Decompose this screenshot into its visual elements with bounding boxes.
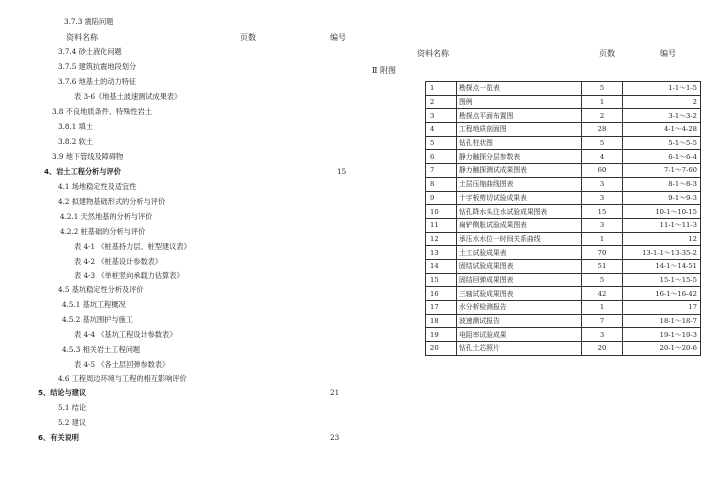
appendix-cell-name: 十字板剪切试验成果表 bbox=[457, 191, 582, 205]
appendix-cell-code: 3-1～3-2 bbox=[623, 109, 701, 123]
appendix-row bbox=[426, 314, 701, 328]
appendix-cell-code: 2 bbox=[623, 95, 701, 109]
appendix-cell-code: 16-1～16-42 bbox=[623, 287, 701, 301]
appendix-cell-pages: 3 bbox=[582, 218, 623, 232]
left-header-pages: 页数 bbox=[240, 33, 256, 42]
appendix-row bbox=[426, 123, 701, 137]
toc-entry: 表 4-4 《基坑工程设计参数表》 bbox=[74, 330, 177, 339]
appendix-cell-pages: 7 bbox=[582, 314, 623, 328]
appendix-cell-no: 13 bbox=[426, 246, 457, 260]
appendix-cell-code: 10-1～10-15 bbox=[623, 205, 701, 219]
appendix-cell-no: 10 bbox=[426, 205, 457, 219]
appendix-cell-no: 9 bbox=[426, 191, 457, 205]
appendix-cell-pages: 3 bbox=[582, 191, 623, 205]
toc-entry: 4.5.2 基坑围护与施工 bbox=[62, 315, 133, 324]
toc-entry: 3.7.4 砂土液化问题 bbox=[58, 47, 122, 56]
appendix-cell-pages: 5 bbox=[582, 82, 623, 96]
toc-entry: 表 4-1 《桩基持力层、桩型建议表》 bbox=[74, 242, 191, 251]
appendix-row bbox=[426, 136, 701, 150]
appendix-cell-pages: 28 bbox=[582, 123, 623, 137]
appendix-cell-pages: 20 bbox=[582, 342, 623, 356]
appendix-cell-pages: 1 bbox=[582, 232, 623, 246]
appendix-cell-pages: 60 bbox=[582, 164, 623, 178]
appendix-cell-code: 1-1～1-5 bbox=[623, 82, 701, 96]
appendix-cell-no: 11 bbox=[426, 218, 457, 232]
right-header-code: 编号 bbox=[660, 49, 676, 58]
appendix-cell-no: 5 bbox=[426, 136, 457, 150]
appendix-row bbox=[426, 342, 701, 356]
toc-entry: 3.7.5 建筑抗震地段划分 bbox=[58, 62, 137, 71]
appendix-cell-name: 静力触探测试成果图表 bbox=[457, 164, 582, 178]
appendix-cell-name: 水分析检测报告 bbox=[457, 301, 582, 315]
appendix-cell-no: 14 bbox=[426, 259, 457, 273]
toc-entry: 4.5.1 基坑工程概况 bbox=[62, 300, 126, 309]
appendix-cell-no: 17 bbox=[426, 301, 457, 315]
appendix-cell-name: 固结试验成果图表 bbox=[457, 259, 582, 273]
appendix-cell-name: 电阻率试验成果 bbox=[457, 328, 582, 342]
appendix-cell-name: 钻孔柱状图 bbox=[457, 136, 582, 150]
toc-entry: 表 3-6《地基土波速测试成果表》 bbox=[74, 92, 182, 101]
toc-entry: 5.1 结论 bbox=[58, 403, 87, 412]
appendix-row bbox=[426, 109, 701, 123]
appendix-cell-pages: 42 bbox=[582, 287, 623, 301]
appendix-row bbox=[426, 95, 701, 109]
appendix-cell-pages: 70 bbox=[582, 246, 623, 260]
appendix-cell-no: 12 bbox=[426, 232, 457, 246]
toc-entry: 3.8.2 软土 bbox=[58, 137, 93, 146]
appendix-cell-pages: 51 bbox=[582, 259, 623, 273]
appendix-cell-code: 6-1～6-4 bbox=[623, 150, 701, 164]
appendix-cell-pages: 5 bbox=[582, 136, 623, 150]
toc-entry: 3.8.1 填土 bbox=[58, 122, 93, 131]
right-header-pages: 页数 bbox=[599, 49, 615, 58]
appendix-row bbox=[426, 150, 701, 164]
left-header-name: 资料名称 bbox=[66, 33, 98, 42]
appendix-cell-code: 18-1～18-7 bbox=[623, 314, 701, 328]
appendix-cell-name: 钻孔降水头注水试验成果图表 bbox=[457, 205, 582, 219]
appendix-cell-code: 5-1～5-5 bbox=[623, 136, 701, 150]
toc-entry: 5.2 建议 bbox=[58, 418, 87, 427]
toc-page-number: 23 bbox=[330, 433, 340, 442]
appendix-cell-code: 20-1～20-6 bbox=[623, 342, 701, 356]
appendix-row bbox=[426, 328, 701, 342]
toc-entry: 3.8 不良地质条件、特殊性岩土 bbox=[52, 107, 152, 116]
left-header-code: 编号 bbox=[330, 33, 346, 42]
right-header-name: 资料名称 bbox=[417, 49, 449, 58]
appendix-cell-code: 14-1～14-51 bbox=[623, 259, 701, 273]
appendix-cell-no: 16 bbox=[426, 287, 457, 301]
appendix-row bbox=[426, 273, 701, 287]
appendix-cell-pages: 4 bbox=[582, 150, 623, 164]
toc-entry: 3.7.6 地基土的动力特征 bbox=[58, 77, 137, 86]
appendix-cell-code: 9-1～9-3 bbox=[623, 191, 701, 205]
appendix-cell-name: 土层压缩曲线图表 bbox=[457, 177, 582, 191]
appendix-row bbox=[426, 259, 701, 273]
toc-entry: 表 4-2 《桩基设计参数表》 bbox=[74, 257, 163, 266]
appendix-cell-name: 静力触探分层参数表 bbox=[457, 150, 582, 164]
appendix-cell-code: 13-1-1～13-35-2 bbox=[623, 246, 701, 260]
appendix-row bbox=[426, 232, 701, 246]
appendix-cell-name: 勘探点一览表 bbox=[457, 82, 582, 96]
appendix-cell-name: 钻孔土芯照片 bbox=[457, 342, 582, 356]
appendix-row bbox=[426, 82, 701, 96]
appendix-row bbox=[426, 218, 701, 232]
appendix-row bbox=[426, 164, 701, 178]
toc-entry: 4.2.1 天然地基的分析与评价 bbox=[60, 212, 153, 221]
toc-entry: 4、岩土工程分析与评价 bbox=[44, 167, 121, 176]
appendix-cell-pages: 15 bbox=[582, 205, 623, 219]
appendix-row bbox=[426, 246, 701, 260]
appendix-cell-code: 17 bbox=[623, 301, 701, 315]
appendix-cell-no: 1 bbox=[426, 82, 457, 96]
appendix-cell-no: 20 bbox=[426, 342, 457, 356]
appendix-cell-pages: 3 bbox=[582, 177, 623, 191]
appendix-cell-no: 4 bbox=[426, 123, 457, 137]
appendix-cell-code: 11-1～11-3 bbox=[623, 218, 701, 232]
appendix-cell-code: 8-1～8-3 bbox=[623, 177, 701, 191]
appendix-cell-name: 波速测试报告 bbox=[457, 314, 582, 328]
toc-entry: 4.6 工程周边环境与工程的相互影响评价 bbox=[58, 374, 187, 383]
toc-entry: 6、有关说明 bbox=[38, 433, 79, 442]
appendix-cell-name: 图例 bbox=[457, 95, 582, 109]
appendix-table bbox=[425, 81, 701, 356]
appendix-cell-code: 4-1～4-28 bbox=[623, 123, 701, 137]
toc-entry: 4.2 拟建物基础形式的分析与评价 bbox=[58, 197, 166, 206]
toc-entry: 表 4-5 《各土层回弹参数表》 bbox=[74, 360, 170, 369]
appendix-cell-pages: 1 bbox=[582, 95, 623, 109]
appendix-cell-code: 19-1～19-3 bbox=[623, 328, 701, 342]
appendix-cell-name: 扁铲侧胀试验成果图表 bbox=[457, 218, 582, 232]
toc-entry: 4.5.3 相关岩土工程问题 bbox=[62, 345, 141, 354]
appendix-title: Ⅱ 附图 bbox=[372, 66, 396, 75]
toc-entry: 4.2.2 桩基础的分析与评价 bbox=[60, 227, 146, 236]
appendix-cell-no: 3 bbox=[426, 109, 457, 123]
appendix-cell-pages: 5 bbox=[582, 273, 623, 287]
toc-page-number: 21 bbox=[330, 388, 340, 397]
toc-entry: 4.5 基坑稳定性分析及评价 bbox=[58, 285, 144, 294]
appendix-cell-no: 6 bbox=[426, 150, 457, 164]
appendix-cell-name: 工程地质剖面图 bbox=[457, 123, 582, 137]
appendix-cell-name: 勘探点平面布置图 bbox=[457, 109, 582, 123]
appendix-cell-no: 19 bbox=[426, 328, 457, 342]
appendix-cell-code: 12 bbox=[623, 232, 701, 246]
toc-page-number: 15 bbox=[337, 167, 347, 176]
toc-entry: 5、结论与建议 bbox=[38, 388, 87, 397]
appendix-cell-name: 承压水水位一时间关系曲线 bbox=[457, 232, 582, 246]
appendix-cell-no: 7 bbox=[426, 164, 457, 178]
appendix-row bbox=[426, 287, 701, 301]
appendix-row bbox=[426, 177, 701, 191]
toc-entry: 4.1 场地稳定性及适宜性 bbox=[58, 182, 137, 191]
appendix-cell-code: 15-1～15-5 bbox=[623, 273, 701, 287]
appendix-row bbox=[426, 205, 701, 219]
toc-entry: 3.9 地下管线及障碍物 bbox=[52, 152, 124, 161]
appendix-cell-no: 2 bbox=[426, 95, 457, 109]
appendix-cell-name: 固结回弹成果图表 bbox=[457, 273, 582, 287]
appendix-cell-pages: 2 bbox=[582, 109, 623, 123]
appendix-cell-name: 土工试验成果表 bbox=[457, 246, 582, 260]
appendix-cell-no: 8 bbox=[426, 177, 457, 191]
appendix-row bbox=[426, 301, 701, 315]
appendix-row bbox=[426, 191, 701, 205]
appendix-cell-pages: 3 bbox=[582, 328, 623, 342]
appendix-cell-pages: 1 bbox=[582, 301, 623, 315]
toc-entry: 表 4-3 《单桩竖向承载力估算表》 bbox=[74, 271, 184, 280]
appendix-cell-name: 三轴试验成果图表 bbox=[457, 287, 582, 301]
appendix-cell-no: 15 bbox=[426, 273, 457, 287]
appendix-cell-code: 7-1～7-60 bbox=[623, 164, 701, 178]
appendix-cell-no: 18 bbox=[426, 314, 457, 328]
toc-entry: 3.7.3 震陷问题 bbox=[64, 17, 114, 26]
